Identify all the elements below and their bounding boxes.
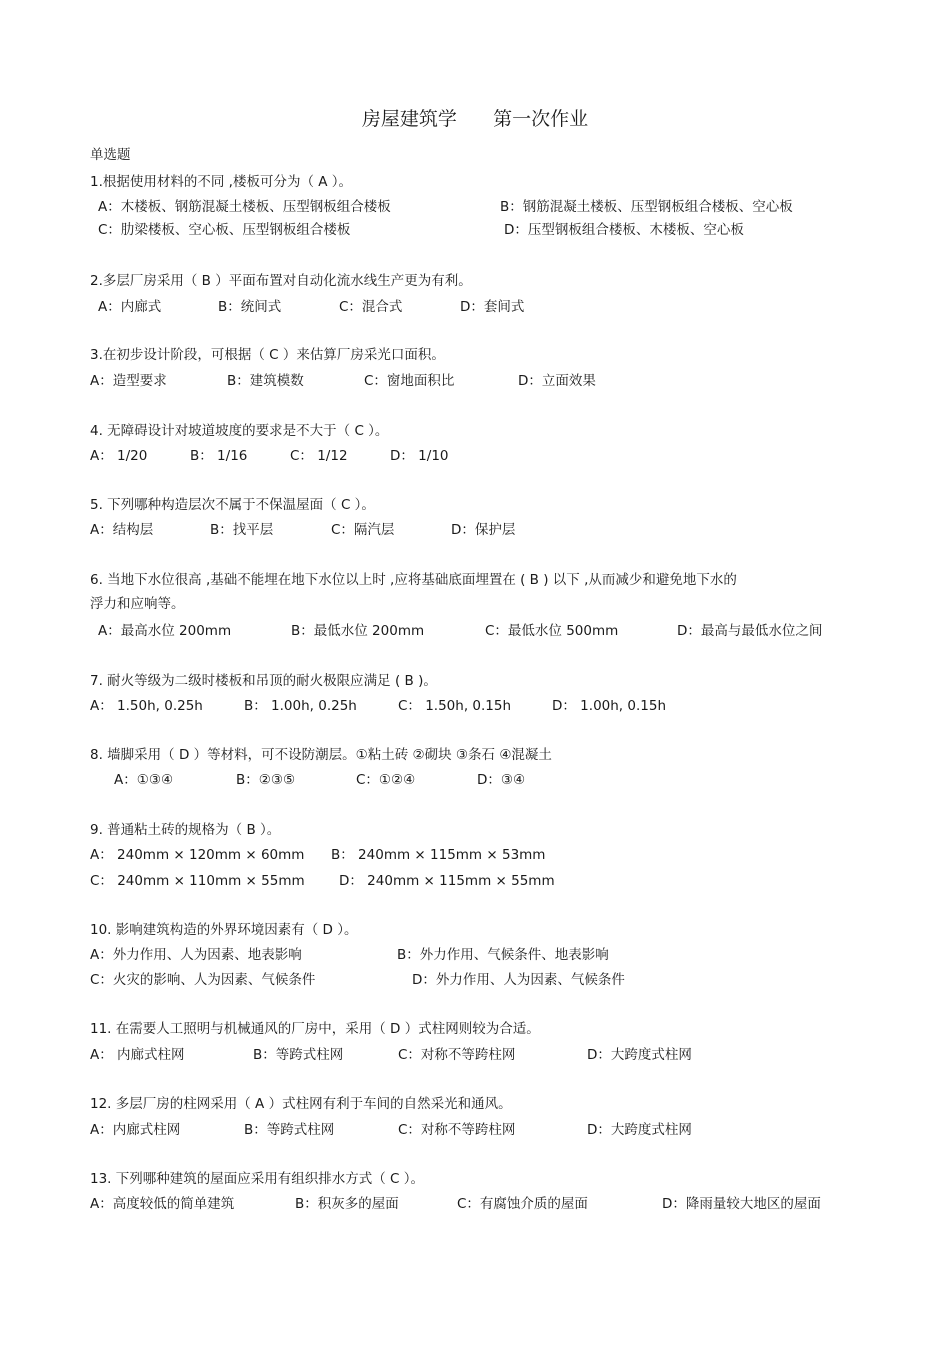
question-13-option-c: C：有腐蚀介质的屋面 [457,1196,588,1212]
question-9-option-d: D： 240mm × 115mm × 55mm [339,873,555,889]
question-3-option-a: A：造型要求 [90,373,167,389]
question-2-option-a: A：内廊式 [98,299,162,315]
question-12-option-b: B：等跨式柱网 [244,1122,335,1138]
question-6-option-c: C：最低水位 500mm [485,623,619,639]
question-12-option-d: D：大跨度式柱网 [587,1122,692,1138]
question-11-option-b: B：等跨式柱网 [253,1047,344,1063]
question-6-option-d: D：最高与最低水位之间 [677,623,823,639]
question-7-option-c: C： 1.50h, 0.15h [398,698,512,714]
question-8-option-d: D：③④ [477,772,526,788]
question-5-option-b: B：找平层 [210,522,274,538]
question-2-option-b: B：统间式 [218,299,282,315]
question-10-option-d: D：外力作用、人为因素、气候条件 [412,972,625,988]
question-10-option-c: C：火灾的影响、人为因素、气候条件 [90,972,316,988]
question-10-option-b: B：外力作用、气候条件、地表影响 [397,947,609,963]
page-title: 房屋建筑学 第一次作业 [361,108,589,130]
question-7-option-d: D： 1.00h, 0.15h [552,698,666,714]
question-11-option-c: C：对称不等跨柱网 [398,1047,516,1063]
question-1-option-d: D：压型钢板组合楼板、木楼板、空心板 [504,222,744,238]
question-9-option-c: C： 240mm × 110mm × 55mm [90,873,305,889]
question-10-option-a: A：外力作用、人为因素、地表影响 [90,947,302,963]
question-11-option-a: A： 内廊式柱网 [90,1047,185,1063]
question-5-option-d: D：保护层 [451,522,516,538]
question-1-option-c: C：肋梁楼板、空心板、压型钢板组合楼板 [98,222,351,238]
question-9-option-a: A： 240mm × 120mm × 60mm [90,847,305,863]
question-4-option-c: C： 1/12 [290,448,348,464]
question-2-stem: 2.多层厂房采用（ B ）平面布置对自动化流水线生产更为有利。 [90,273,472,289]
question-11-option-d: D：大跨度式柱网 [587,1047,692,1063]
question-13-option-b: B：积灰多的屋面 [295,1196,399,1212]
question-13-option-d: D：降雨量较大地区的屋面 [662,1196,821,1212]
question-6-stem: 6. 当地下水位很高 ,基础不能埋在地下水位以上时 ,应将基础底面埋置在 ( B ) 以下 ,从而减少和避免地下水的 [90,572,737,588]
question-12-option-c: C：对称不等跨柱网 [398,1122,516,1138]
question-2-option-d: D：套间式 [460,299,525,315]
question-7-stem: 7. 耐火等级为二级时楼板和吊顶的耐火极限应满足 ( B )。 [90,673,437,689]
question-6-option-b: B：最低水位 200mm [291,623,425,639]
question-3-option-b: B：建筑模数 [227,373,304,389]
question-1-stem: 1.根据使用材料的不同 ,楼板可分为（ A ）。 [90,174,353,190]
question-12-stem: 12. 多层厂房的柱网采用（ A ）式柱网有利于车间的自然采光和通风。 [90,1096,512,1112]
question-10-stem: 10. 影响建筑构造的外界环境因素有（ D ）。 [90,922,358,938]
question-6-option-a: A：最高水位 200mm [98,623,232,639]
question-1-option-a: A：木楼板、钢筋混凝土楼板、压型钢板组合楼板 [98,199,391,215]
question-5-option-a: A：结构层 [90,522,154,538]
section-heading: 单选题 [90,147,131,163]
question-12-option-a: A：内廊式柱网 [90,1122,181,1138]
question-4-option-a: A： 1/20 [90,448,148,464]
question-1-option-b: B：钢筋混凝土楼板、压型钢板组合楼板、空心板 [500,199,793,215]
question-11-stem: 11. 在需要人工照明与机械通风的厂房中，采用（ D ）式柱网则较为合适。 [90,1021,540,1037]
question-8-stem: 8. 墙脚采用（ D ）等材料，可不设防潮层。①粘土砖 ②砌块 ③条石 ④混凝土 [90,747,552,763]
question-8-option-a: A：①③④ [114,772,174,788]
question-5-stem: 5. 下列哪种构造层次不属于不保温屋面（ C ）。 [90,497,375,513]
question-3-option-d: D：立面效果 [518,373,596,389]
question-3-stem: 3.在初步设计阶段，可根据（ C ）来估算厂房采光口面积。 [90,347,445,363]
question-13-stem: 13. 下列哪种建筑的屋面应采用有组织排水方式（ C ）。 [90,1171,425,1187]
question-2-option-c: C：混合式 [339,299,403,315]
question-7-option-a: A： 1.50h, 0.25h [90,698,203,714]
question-4-stem: 4. 无障碍设计对坡道坡度的要求是不大于（ C ）。 [90,423,389,439]
question-7-option-b: B： 1.00h, 0.25h [244,698,357,714]
question-5-option-c: C：隔汽层 [331,522,395,538]
question-4-option-d: D： 1/10 [390,448,449,464]
question-4-option-b: B： 1/16 [190,448,248,464]
question-9-stem: 9. 普通粘土砖的规格为（ B ）。 [90,822,281,838]
question-9-option-b: B： 240mm × 115mm × 53mm [331,847,546,863]
question-6-stem-continued: 浮力和应响等。 [90,596,185,612]
question-8-option-c: C：①②④ [356,772,416,788]
question-3-option-c: C：窗地面积比 [364,373,455,389]
question-8-option-b: B：②③⑤ [236,772,296,788]
question-13-option-a: A：高度较低的简单建筑 [90,1196,235,1212]
